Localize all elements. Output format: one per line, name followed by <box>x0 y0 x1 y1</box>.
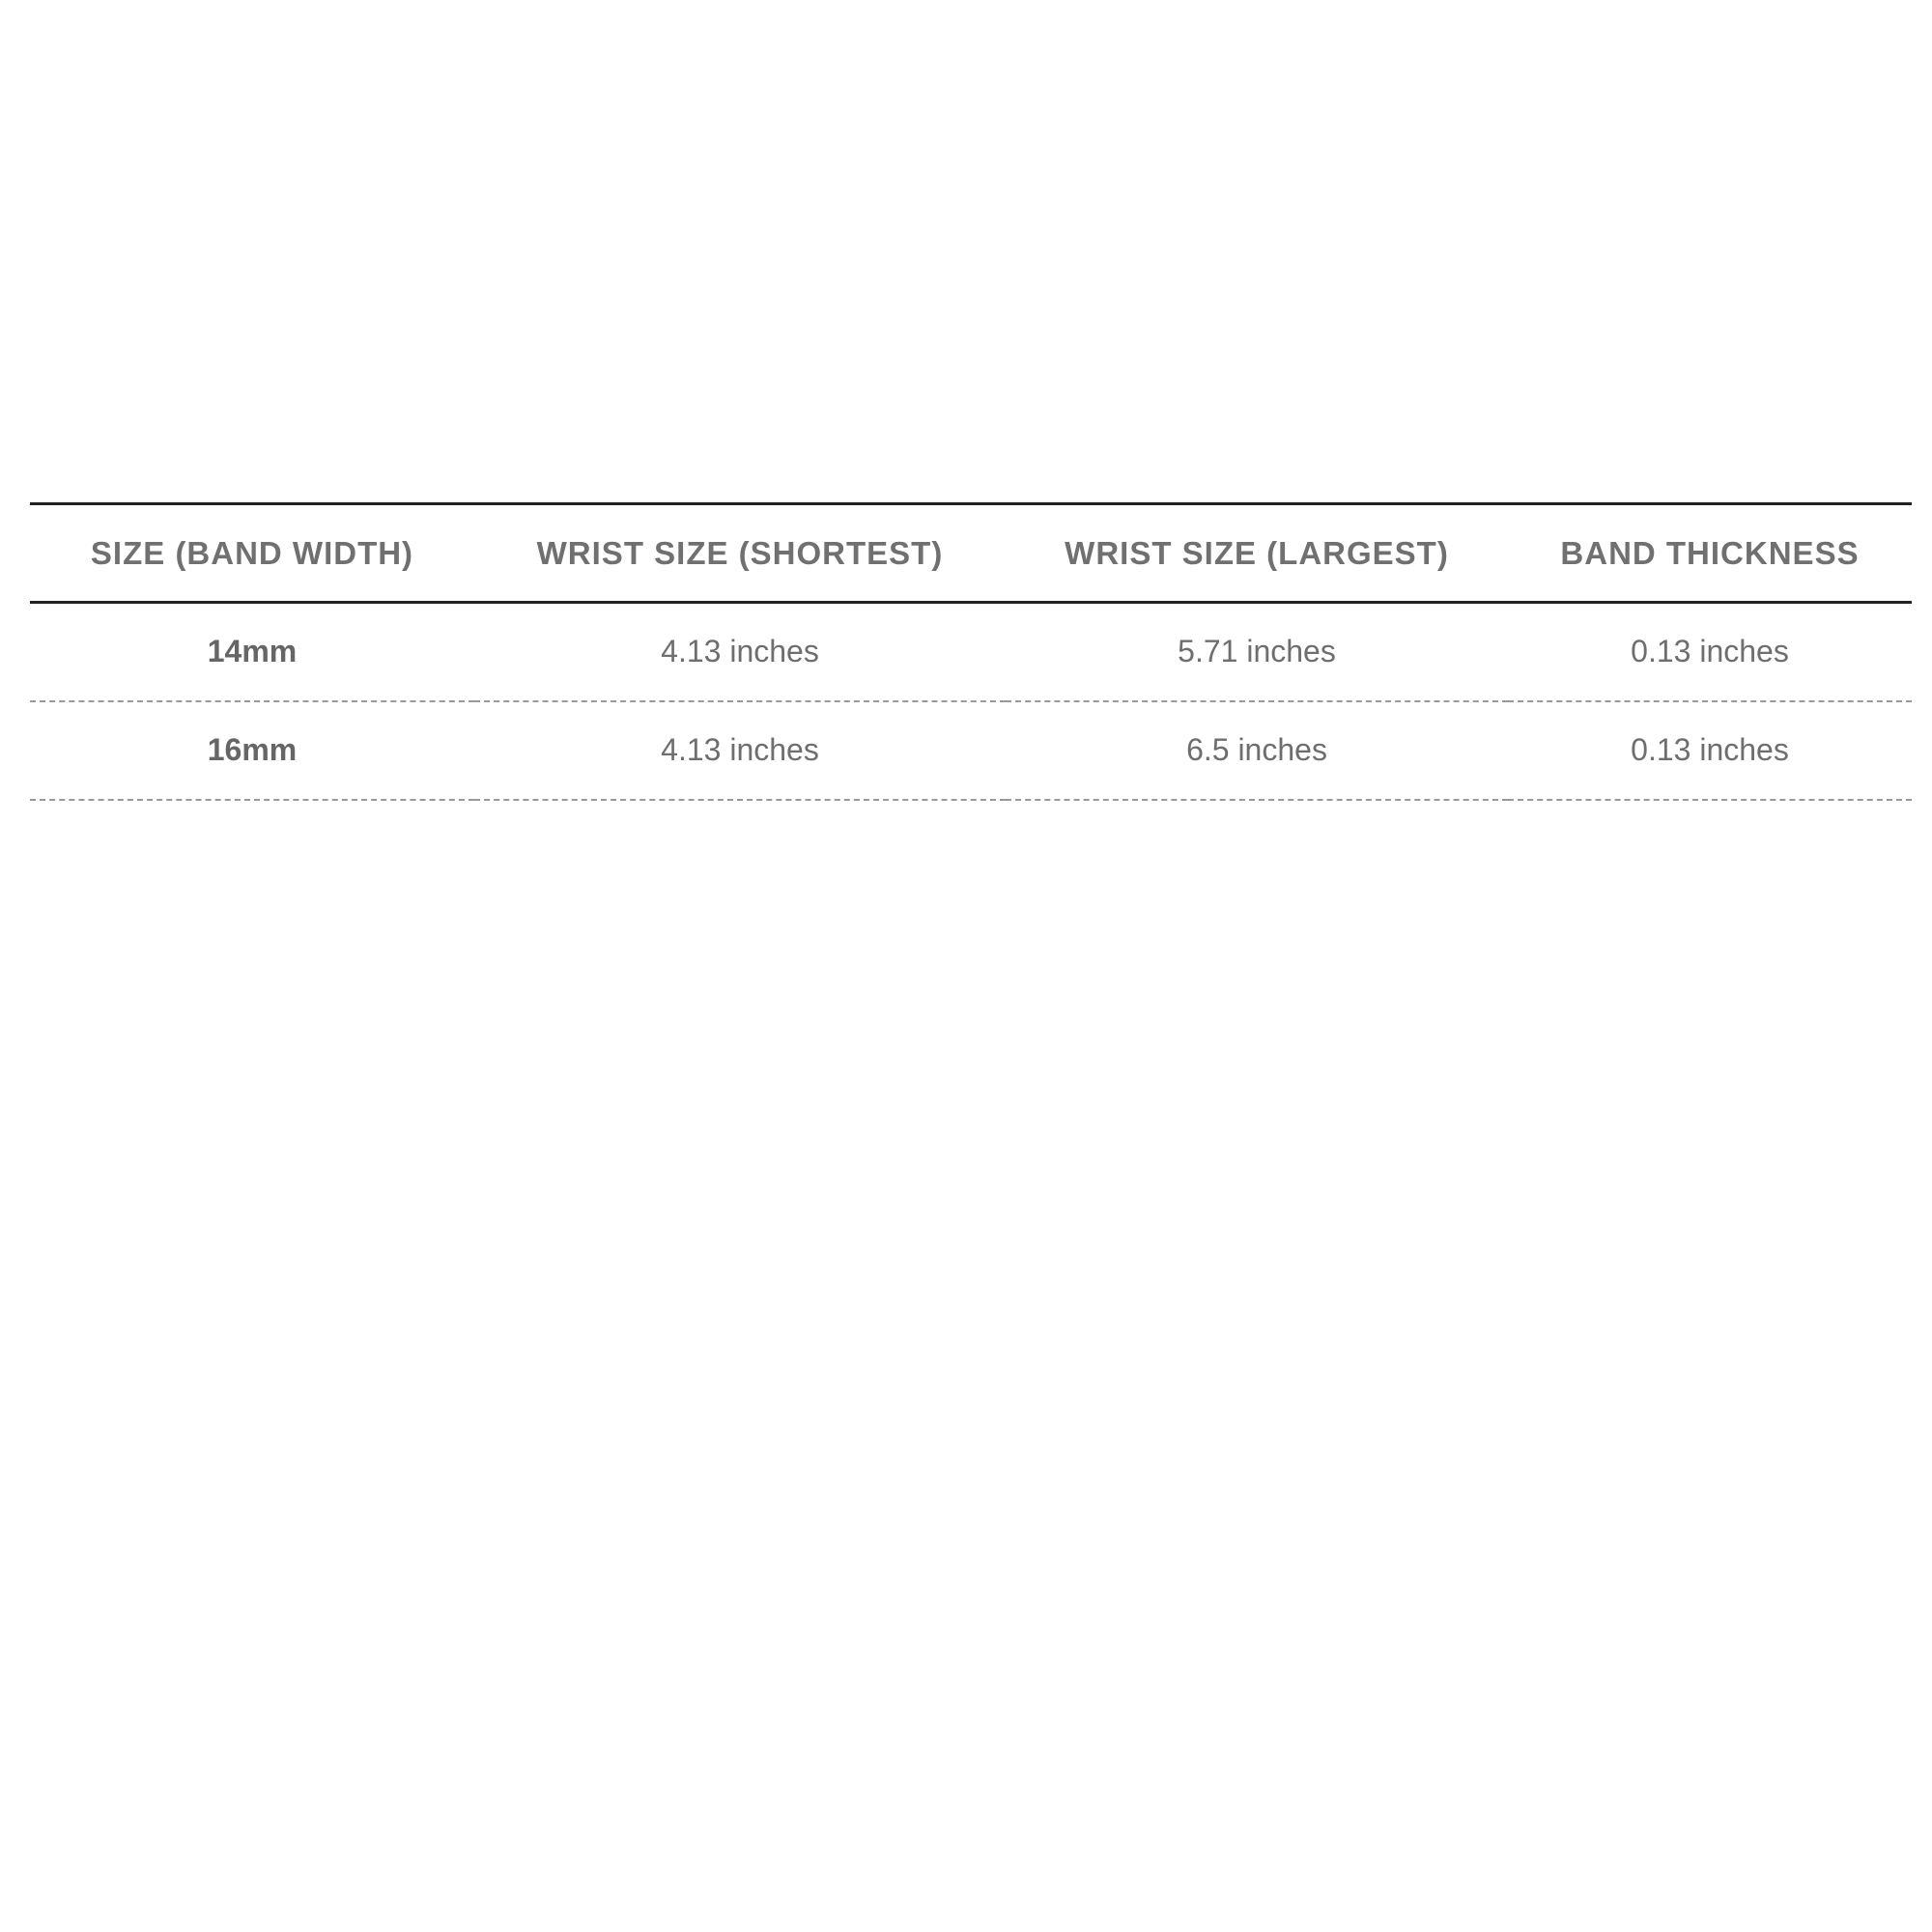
header-band-thickness: BAND THICKNESS <box>1508 504 1912 603</box>
table-row <box>30 603 1912 701</box>
size-chart-table <box>30 502 1912 801</box>
cell-wrist-size-largest: 6.5 inches <box>1006 701 1508 800</box>
cell-band-width: 16mm <box>30 701 474 800</box>
header-wrist-size-largest: WRIST SIZE (LARGEST) <box>1006 504 1508 603</box>
cell-band-thickness: 0.13 inches <box>1508 603 1912 701</box>
table-header <box>30 504 1912 603</box>
cell-band-width: 14mm <box>30 603 474 701</box>
header-row <box>30 504 1912 603</box>
cell-wrist-size-shortest: 4.13 inches <box>474 603 1006 701</box>
table-row <box>30 701 1912 800</box>
cell-band-thickness: 0.13 inches <box>1508 701 1912 800</box>
header-wrist-size-shortest: WRIST SIZE (SHORTEST) <box>474 504 1006 603</box>
cell-wrist-size-largest: 5.71 inches <box>1006 603 1508 701</box>
header-band-width: SIZE (BAND WIDTH) <box>30 504 474 603</box>
table-body <box>30 603 1912 800</box>
cell-wrist-size-shortest: 4.13 inches <box>474 701 1006 800</box>
